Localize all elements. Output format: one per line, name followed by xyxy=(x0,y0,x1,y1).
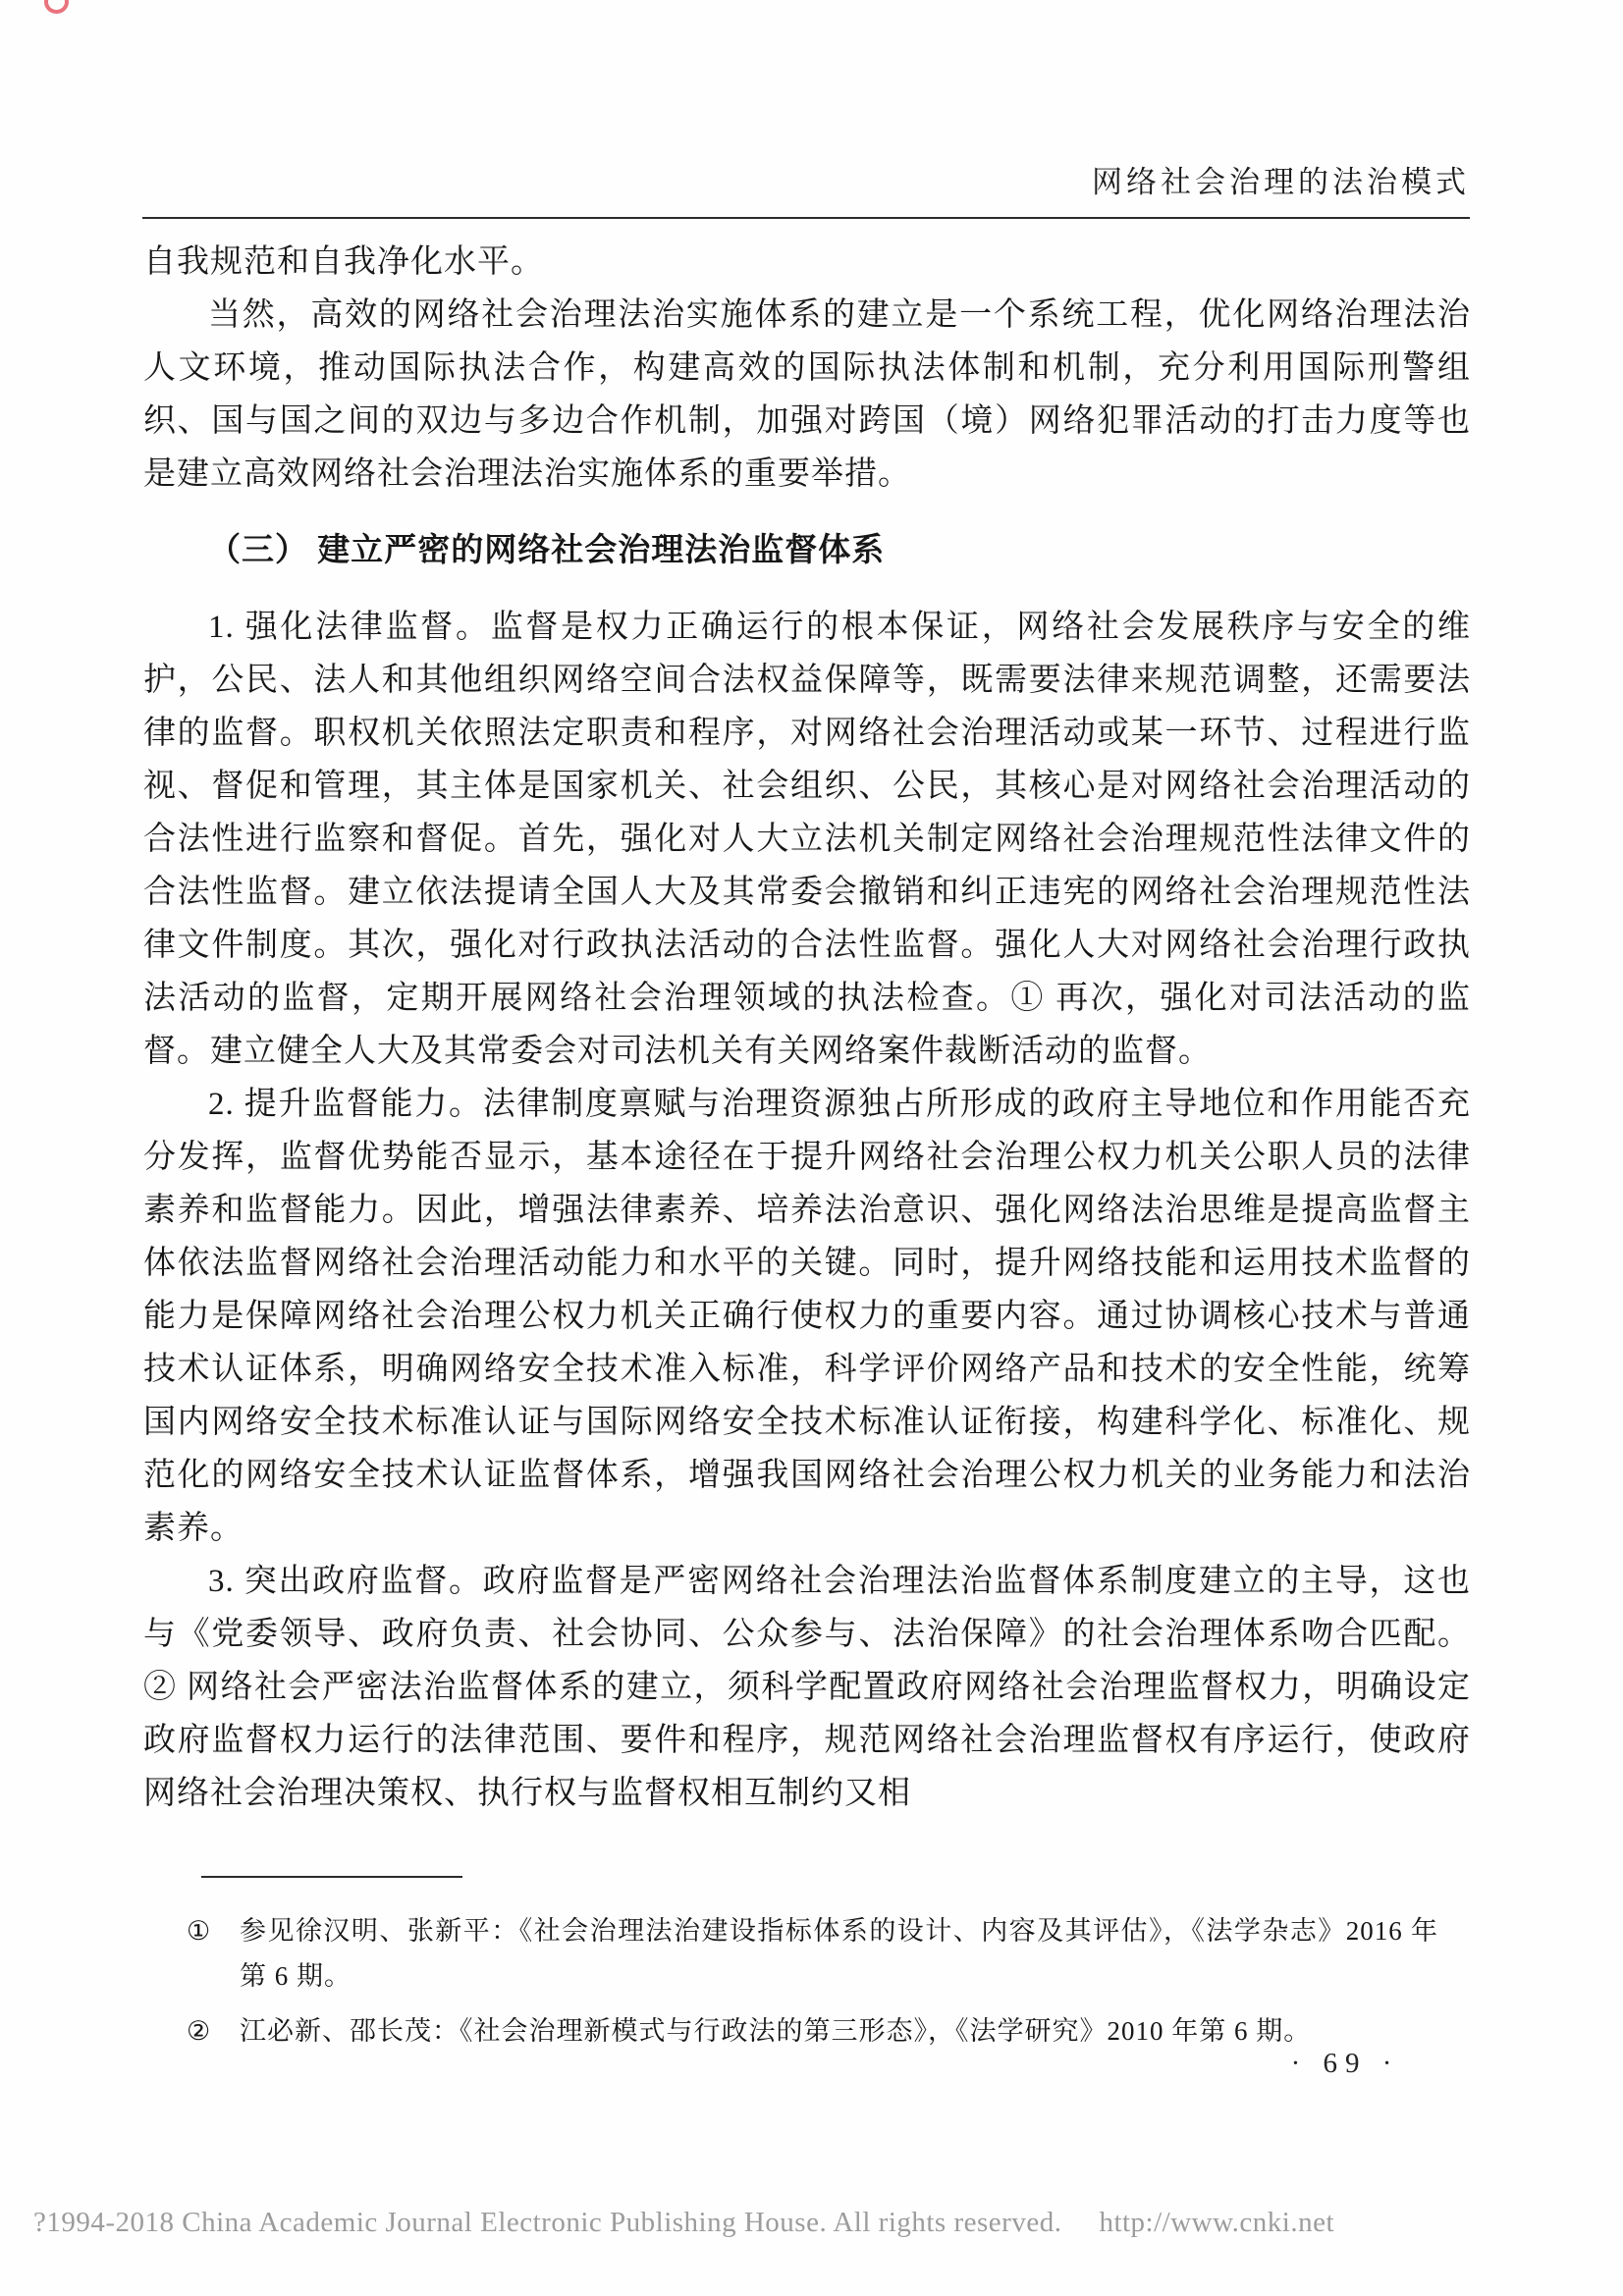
page-number: · 69 · xyxy=(1290,2048,1400,2079)
publisher-footer xyxy=(33,2207,1595,2239)
paragraph: 2. 提升监督能力。法律制度禀赋与治理资源独占所形成的政府主导地位和作用能否充分发挥，监督优势能否显示，基本途径在于提升网络社会治理公权力机关公职人员的法律素养和监督能力。因此，增强法律素养、培养法治意识、强化网络法治思维是提高监督主体依法监督网络社会治理活动能力和水平的关键。同时，提升网络技能和运用技术监督的能力是保障网络社会治理公权力机关正确行使权力的重要内容。通过协调核心技术与普通技术认证体系，明确网络安全技术准入标准，科学评价网络产品和技术的安全性能，统筹国内网络安全技术标准认证与国际网络安全技术标准认证衔接，构建科学化、标准化、规范化的网络安全技术认证监督体系，增强我国网络社会治理公权力机关的业务能力和法治素养。 xyxy=(143,1087,1471,1546)
paragraph-continuation: 自我规范和自我净化水平。 xyxy=(143,244,544,280)
scan-artifact-mark xyxy=(44,0,69,14)
running-header-title: 网络社会治理的法治模式 xyxy=(1092,165,1470,199)
publisher-url: http://www.cnki.net xyxy=(1099,2207,1335,2238)
footnote-marker: ① xyxy=(187,1916,212,1946)
copyright-notice: ?1994-2018 China Academic Journal Electronic Publishing House. All rights reserved. xyxy=(33,2207,1062,2238)
header-rule xyxy=(142,217,1470,219)
paragraph: 3. 突出政府监督。政府监督是严密网络社会治理法治监督体系制度建立的主导，这也与《党委领导、政府负责、社会协同、公众参与、法治保障》的社会治理体系吻合匹配。② 网络社会严密法治监督体系的建立，须科学配置政府网络社会治理监督权力，明确设定政府监督权力运行的法律范围、要件和程序，规范网络社会治理监督权有序运行，使政府网络社会治理决策权、执行权与监督权相互制约又相 xyxy=(143,1564,1471,1811)
footnotes xyxy=(187,1908,1438,2063)
footnote-item xyxy=(187,2008,1438,2054)
paragraph: 1. 强化法律监督。监督是权力正确运行的根本保证，网络社会发展秩序与安全的维护，公民、法人和其他组织网络空间合法权益保障等，既需要法律来规范调整，还需要法律的监督。职权机关依照法定职责和程序，对网络社会治理活动或某一环节、过程进行监视、督促和管理，其主体是国家机关、社会组织、公民，其核心是对网络社会治理活动的合法性进行监察和督促。首先，强化对人大立法机关制定网络社会治理规范性法律文件的合法性监督。建立依法提请全国人大及其常委会撤销和纠正违宪的网络社会治理规范性法律文件制度。其次，强化对行政执法活动的合法性监督。强化人大对网络社会治理行政执法活动的监督，定期开展网络社会治理领域的执法检查。① 再次，强化对司法活动的监督。建立健全人大及其常委会对司法机关有关网络案件裁断活动的监督。 xyxy=(143,610,1471,1069)
article-body xyxy=(143,236,1471,1865)
paragraph: 当然，高效的网络社会治理法治实施体系的建立是一个系统工程，优化网络治理法治人文环境，推动国际执法合作，构建高效的国际执法体制和机制，充分利用国际刑警组织、国与国之间的双边与多边合作机制，加强对跨国（境）网络犯罪活动的打击力度等也是建立高效网络社会治理法治实施体系的重要举措。 xyxy=(143,297,1471,492)
running-header xyxy=(142,157,1470,201)
footnote-text: 参见徐汉明、张新平：《社会治理法治建设指标体系的设计、内容及其评估》，《法学杂志》2016 年第 6 期。 xyxy=(240,1916,1438,1991)
footnote-marker: ② xyxy=(187,2016,212,2046)
footnote-separator-rule xyxy=(201,1876,462,1878)
section-heading: （三） 建立严密的网络社会治理法治监督体系 xyxy=(208,533,886,568)
footnote-item xyxy=(187,1908,1438,1999)
footnote-text: 江必新、邵长茂：《社会治理新模式与行政法的第三形态》，《法学研究》2010 年第 6 期。 xyxy=(240,2016,1312,2046)
